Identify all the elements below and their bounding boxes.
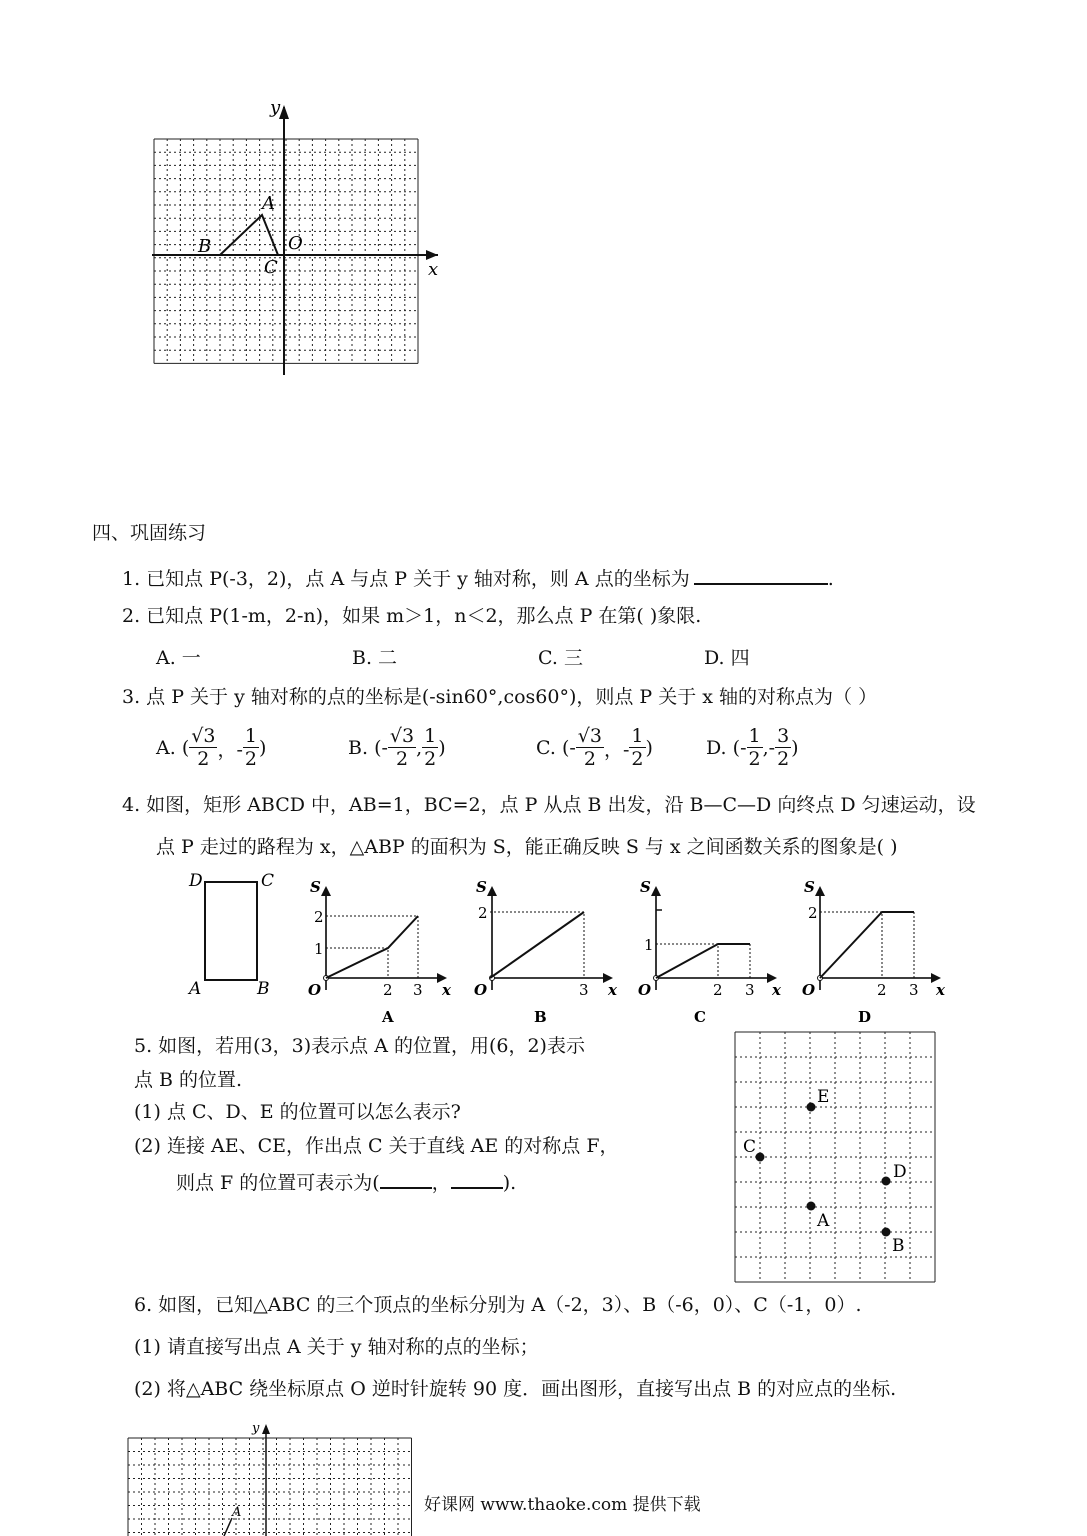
graph-option-d [794,870,954,1025]
q3-option-a [156,718,266,778]
q3-option-b [348,718,446,778]
q3-c-den-1: 2 [583,748,596,770]
q3-b-open: (- [374,737,388,759]
graph-axis-s-label: S [640,878,651,896]
graph-axis-s-label: S [476,878,487,896]
point-c-label: C [264,257,278,278]
q3-d-den-1: 2 [748,748,761,770]
q3-b-fraction-2 [422,727,438,769]
graph-axis-x-label: x [608,981,617,999]
q5-point-d: D [893,1162,907,1182]
graph-a-tick-1: 1 [314,940,324,958]
q2-option-a: A. 一 [156,647,201,669]
q3-b-den-1: 2 [395,748,409,770]
graph-axis-x-label: x [442,981,451,999]
point-b-label: B [198,236,212,257]
question-6-line-1: 6. 如图，已知△ABC 的三个顶点的坐标分别为 A（-2，3）、B（-6，0）、C（-1，0）. [134,1294,862,1316]
q2-option-b: B. 二 [352,647,398,669]
graph-origin-label: O [638,981,652,999]
graph-d-caption: D [858,1008,872,1026]
question-3-text: 3. 点 P 关于 y 轴对称的点的坐标是(-sin60°,cos60°)，则点 P 关于 x 轴的对称点为（ ） [122,686,878,708]
q3-c-close: ) [645,737,653,759]
q3-d-sep: ,- [762,737,776,759]
q3-d-num-2: 3 [777,725,790,747]
q3-d-close: ) [791,737,799,759]
q3-a-sep: ，- [217,738,243,761]
q5-answer-sep: ， [431,1172,451,1194]
graph-c-tick-x2: 2 [713,981,723,999]
rect-label-a: A [189,979,202,999]
q3-a-num-1: √3 [191,725,216,747]
q3-a-open: ( [181,737,190,759]
figure-grid-points-q5 [730,1027,942,1285]
section-heading: 四、巩固练习 [92,522,207,544]
graph-c-tick-x3: 3 [745,981,755,999]
graph-a-tick-2: 2 [314,908,324,926]
question-6-part-2: (2) 将△ABC 绕坐标原点 O 逆时针旋转 90 度．画出图形，直接写出点 B 的对应点的坐标. [134,1378,897,1400]
graph-a-tick-x3: 3 [413,981,423,999]
q5-point-e: E [817,1087,830,1107]
q3-a-fraction-1 [189,727,217,769]
q5-answer-prefix: 则点 F 的位置可表示为( [176,1172,380,1194]
question-1 [122,567,834,589]
footer-text: 好课网 www.thaoke.com 提供下载 [424,1495,701,1515]
graph-axis-s-label: S [310,878,321,896]
graph-b-caption: B [534,1008,547,1026]
question-5-line-1: 5. 如图，若用(3，3)表示点 A 的位置，用(6，2)表示 [134,1035,585,1057]
q5-point-a: A [817,1211,830,1231]
figure-rectangle-abcd [185,868,280,1003]
q3-a-close: ) [258,737,267,759]
rect-label-c: C [261,871,275,891]
q3-b-den-2: 2 [424,748,437,770]
q3-c-num-2: 1 [631,725,644,747]
q3-c-den-2: 2 [631,748,644,770]
question-4-line-2: 点 P 走过的路程为 x，△ABP 的面积为 S，能正确反映 S 与 x 之间函数关系的图象是( ) [156,836,898,858]
q3-b-sep: , [416,737,423,759]
graph-axis-x-label: x [936,981,945,999]
q3-d-fraction-2 [775,727,791,769]
q3-option-b-label: B. [348,737,369,759]
figure-grid-q6 [120,1418,420,1536]
figure-grid-triangle-abc [140,95,450,380]
point-a-label: A [262,193,275,214]
q3-d-den-2: 2 [777,748,790,770]
axis-y-label: y [270,97,281,118]
q3-a-den-1: 2 [197,748,210,770]
graph-d-tick-x3: 3 [909,981,919,999]
q3-option-d [706,718,799,778]
q5-point-c: C [743,1137,757,1157]
q3-d-fraction-1 [747,727,763,769]
q3-a-num-2: 1 [244,725,257,747]
q3-option-c-label: C. [536,737,556,759]
q3-a-den-2: 2 [244,748,257,770]
q3-b-num-1: √3 [389,725,415,747]
q3-d-open: (- [732,737,747,759]
question-5-part-1: (1) 点 C、D、E 的位置可以怎么表示? [134,1101,461,1123]
question-5-line-2: 点 B 的位置. [134,1069,243,1091]
graph-a-tick-x2: 2 [383,981,393,999]
answer-blank-1[interactable] [694,567,828,585]
q3-c-fraction-1 [576,727,604,769]
q3-option-a-label: A. [156,737,176,759]
graph-option-b [466,870,626,1025]
graph-axis-s-label: S [804,878,815,896]
question-5-part-2: (2) 连接 AE、CE，作出点 C 关于直线 AE 的对称点 F， [134,1135,619,1157]
graph-d-tick-2: 2 [808,904,818,922]
question-2-text: 2. 已知点 P(1-m，2-n)，如果 m＞1，n＜2，那么点 P 在第( )象限. [122,605,702,627]
graph-origin-label: O [474,981,488,999]
q6-axis-y: y [252,1421,260,1436]
q3-option-d-label: D. [706,737,727,759]
answer-blank-5a[interactable] [380,1171,432,1189]
q3-b-fraction-1 [388,727,416,769]
q3-b-num-2: 1 [424,725,437,747]
q3-d-num-1: 1 [748,725,761,747]
graph-a-caption: A [382,1008,394,1026]
q5-point-b: B [892,1236,905,1256]
graph-origin-label: O [802,981,816,999]
graph-option-c [630,870,790,1025]
q5-answer-end: ). [502,1172,517,1194]
q2-option-c: C. 三 [538,647,583,669]
graph-d-tick-x2: 2 [877,981,887,999]
graph-c-tick-1: 1 [644,936,654,954]
graph-option-a [300,870,460,1025]
q3-a-fraction-2 [243,727,259,769]
answer-blank-5b[interactable] [451,1171,503,1189]
rect-label-d: D [189,871,203,891]
question-4-line-1: 4. 如图，矩形 ABCD 中，AB=1，BC=2，点 P 从点 B 出发，沿 B—C—D 向终点 D 匀速运动，设 [122,794,976,816]
question-5-answer-line [176,1171,516,1193]
axis-x-label: x [428,259,439,280]
q3-c-sep: ，- [604,738,630,761]
graph-origin-label: O [308,981,322,999]
rect-label-b: B [257,979,270,999]
question-1-text: 1. 已知点 P(-3，2)，点 A 与点 P 关于 y 轴对称，则 A 点的坐标为 [122,568,690,590]
question-6-part-1: (1) 请直接写出点 A 关于 y 轴对称的点的坐标； [134,1336,539,1358]
q3-c-open: (- [561,737,576,759]
point-o-label: O [288,233,303,254]
q6-point-a: A [232,1505,242,1520]
graph-b-tick-x3: 3 [579,981,589,999]
graph-c-caption: C [694,1008,706,1026]
graph-b-tick-2: 2 [478,904,488,922]
q3-c-num-1: √3 [577,725,602,747]
q3-c-fraction-2 [629,727,645,769]
question-1-end: . [827,568,834,590]
q3-b-close: ) [438,737,446,759]
q2-option-d: D. 四 [704,647,750,669]
q3-option-c [536,718,653,778]
graph-axis-x-label: x [772,981,781,999]
